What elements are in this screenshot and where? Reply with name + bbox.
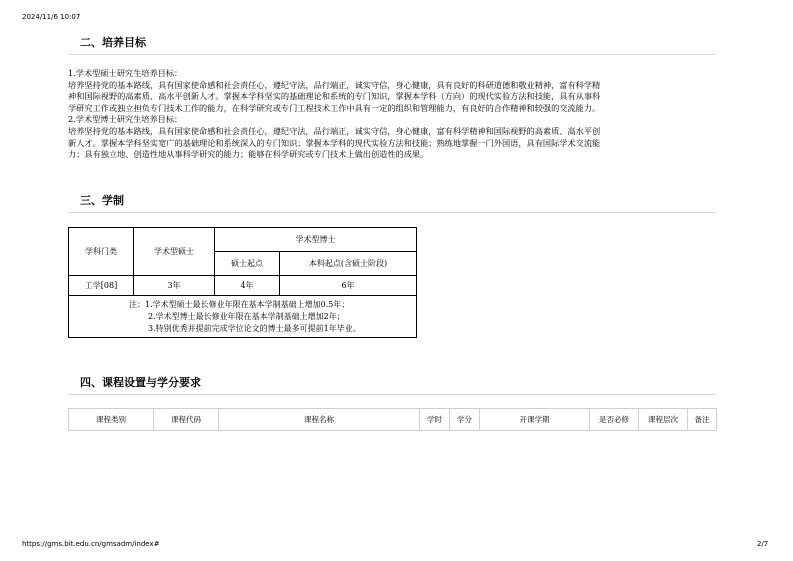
section-title-courses: 四、课程设置与学分要求 bbox=[80, 376, 201, 389]
training-goals-text bbox=[68, 68, 718, 161]
header-doctor-from-master: 硕士起点 bbox=[215, 252, 280, 276]
cell-category: 工学[08] bbox=[69, 276, 134, 296]
duration-table bbox=[68, 227, 417, 338]
goal-line: 培养坚持党的基本路线，具有国家使命感和社会责任心，遵纪守法，品行端正，诚实守信，身心健康，富有科学精神和国际视野的高素质、高水平创 bbox=[68, 125, 601, 136]
col-required: 是否必修 bbox=[590, 409, 639, 431]
col-course-type: 课程类别 bbox=[69, 409, 154, 431]
duration-notes bbox=[69, 296, 417, 338]
section-divider bbox=[68, 212, 716, 213]
section-divider bbox=[68, 394, 716, 395]
goal-line: 学研究工作或独立担负专门技术工作的能力，在科学研究或专门工程技术工作中具有一定的组织和管理能力，有良好的合作精神和较强的交流能力。 bbox=[68, 102, 601, 113]
note-line: 注：1.学术型硕士最长修业年限在基本学制基础上增加0.5年； bbox=[129, 299, 350, 309]
goal-line: 2.学术型博士研究生培养目标： bbox=[68, 114, 183, 125]
cell-doctor-master-years: 4年 bbox=[215, 276, 280, 296]
goal-line: 神和国际视野的高素质、高水平创新人才。掌握本学科坚实的基础理论和系统的专门知识，掌握本学科（方向）的现代实验方法和技能，具有从事科 bbox=[68, 91, 601, 102]
col-credits: 学分 bbox=[450, 409, 480, 431]
col-semester: 开课学期 bbox=[480, 409, 590, 431]
course-table bbox=[68, 408, 717, 431]
section-title-training-goals: 二、培养目标 bbox=[80, 36, 146, 49]
page-number: 2/7 bbox=[757, 540, 769, 548]
col-course-name: 课程名称 bbox=[219, 409, 420, 431]
goal-line: 新人才。掌握本学科坚实宽广的基础理论和系统深入的专门知识；掌握本学科的现代实验方法和技能；熟练地掌握一门外国语，具有国际学术交流能 bbox=[68, 137, 601, 148]
note-line: 3.特别优秀并提前完成学位论文的博士最多可提前1年毕业。 bbox=[148, 323, 361, 333]
print-timestamp: 2024/11/6 10:07 bbox=[22, 13, 81, 21]
page-url: https://gms.bit.edu.cn/gmsadm/index# bbox=[22, 540, 160, 548]
col-course-code: 课程代码 bbox=[154, 409, 219, 431]
note-line: 2.学术型博士最长修业年限在基本学制基础上增加2年； bbox=[148, 311, 345, 321]
cell-master-years: 3年 bbox=[134, 276, 215, 296]
col-hours: 学时 bbox=[420, 409, 450, 431]
header-master: 学术型硕士 bbox=[134, 228, 215, 276]
header-doctor-from-bachelor: 本科起点(含硕士阶段) bbox=[280, 252, 417, 276]
header-category: 学科门类 bbox=[69, 228, 134, 276]
goal-line: 力；具有独立地、创造性地从事科学研究的能力；能够在科学研究或专门技术上做出创造性的成果。 bbox=[68, 149, 429, 160]
header-doctor: 学术型博士 bbox=[215, 228, 417, 252]
col-level: 课程层次 bbox=[639, 409, 688, 431]
section-divider bbox=[68, 54, 716, 55]
col-remarks: 备注 bbox=[688, 409, 717, 431]
goal-line: 培养坚持党的基本路线，具有国家使命感和社会责任心，遵纪守法，品行端正，诚实守信，身心健康，具有良好的科研道德和敬业精神，富有科学精 bbox=[68, 79, 601, 90]
cell-doctor-bachelor-years: 6年 bbox=[280, 276, 417, 296]
goal-line: 1.学术型硕士研究生培养目标： bbox=[68, 68, 183, 78]
section-title-duration: 三、学制 bbox=[80, 194, 124, 207]
